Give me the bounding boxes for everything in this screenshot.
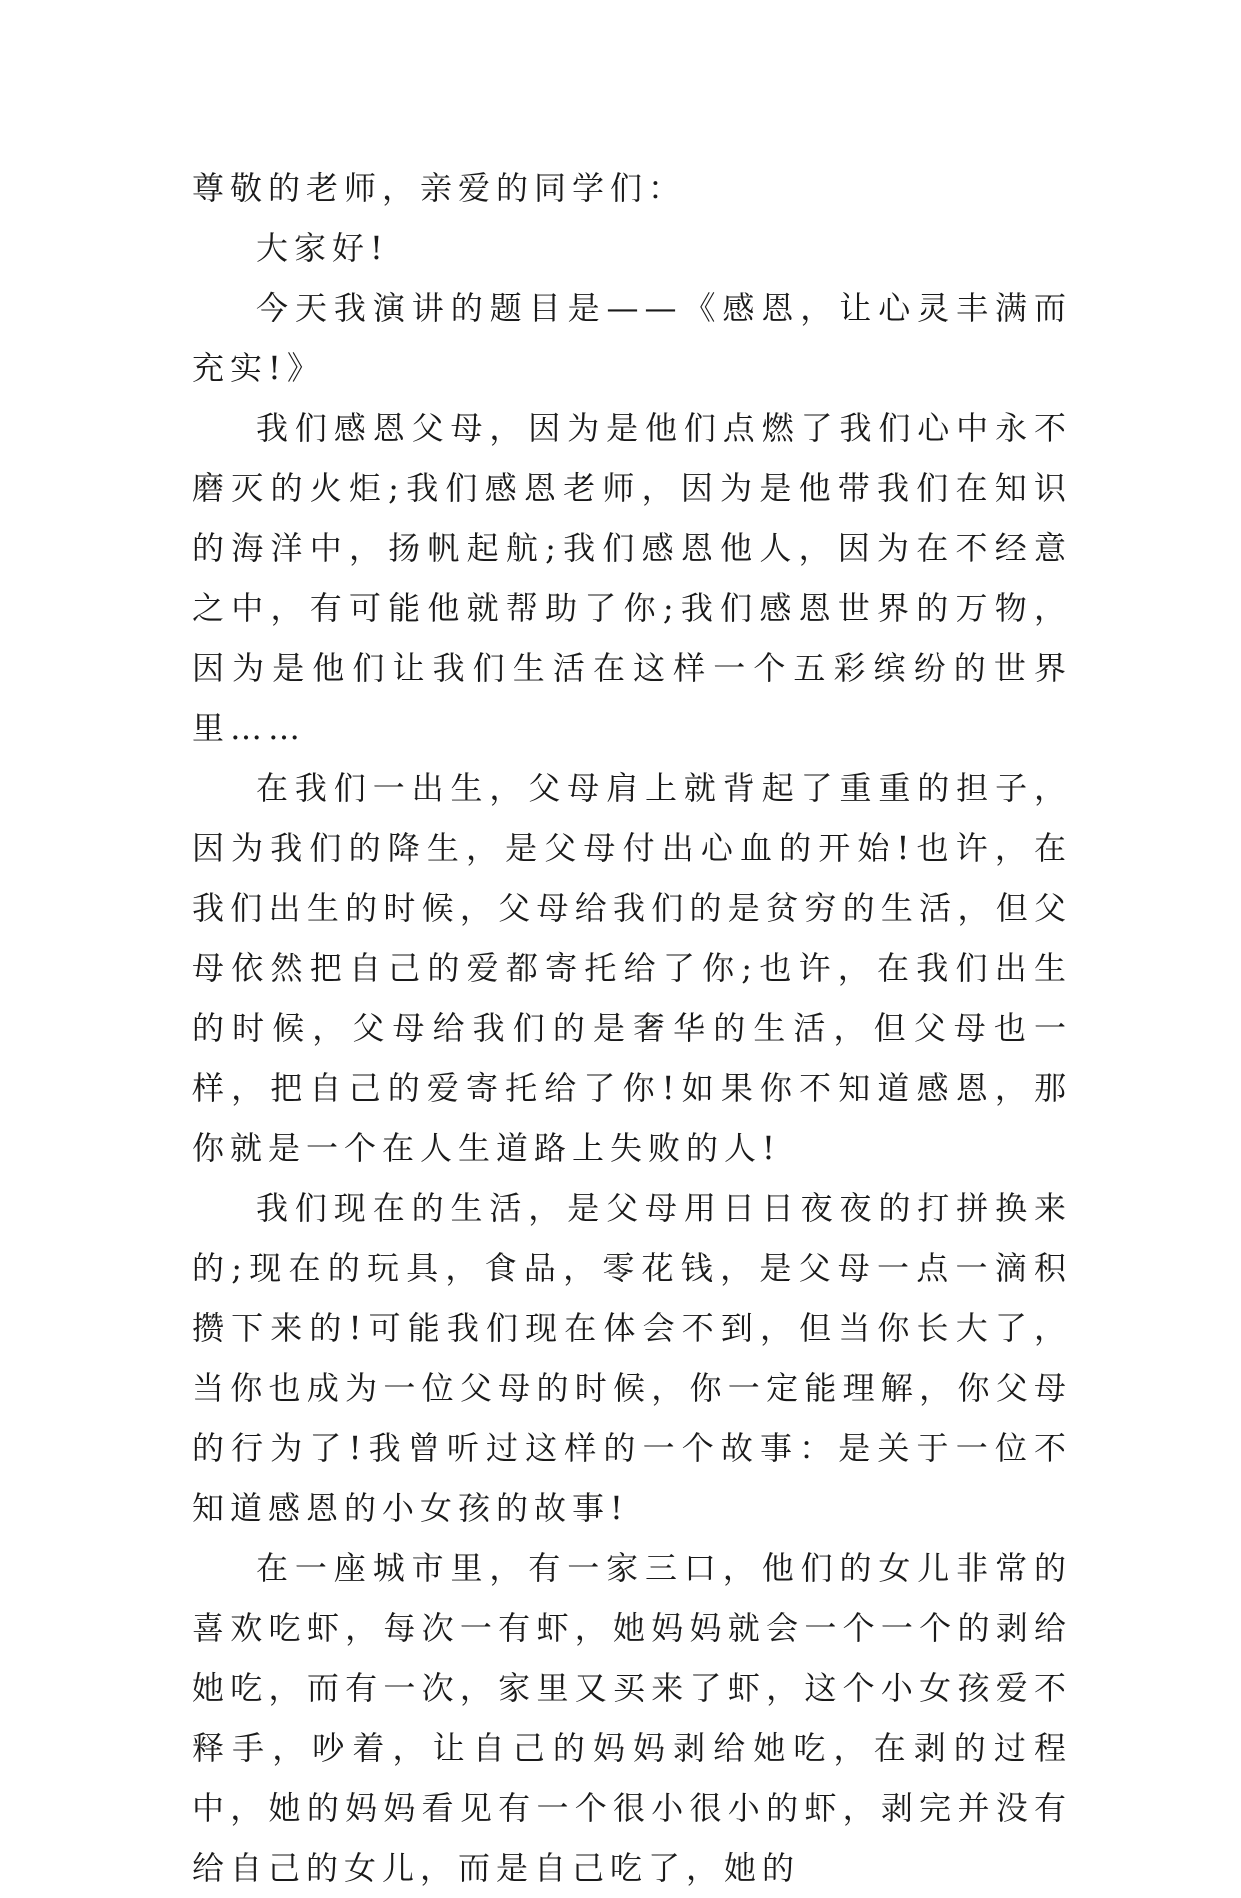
life-paragraph: 我们现在的生活，是父母用日日夜夜的打拼换来的;现在的玩具，食品，零花钱，是父母一点一滴积攒下来的!可能我们现在体会不到，但当你长大了，当你也成为一位父母的时候，你一定能理解，你父母的行为了!我曾听过这样的一个故事：是关于一位不知道感恩的小女孩的故事!	[192, 1189, 1072, 1527]
story-paragraph: 在一座城市里，有一家三口，他们的女儿非常的喜欢吃虾，每次一有虾，她妈妈就会一个一个的剥给她吃，而有一次，家里又买来了虾，这个小女孩爱不释手，吵着，让自己的妈妈剥给她吃，在剥的过程中，她的妈妈看见有一个很小很小的虾，剥完并没有给自己的女儿，而是自己吃了，她的	[192, 1549, 1072, 1887]
gratitude-paragraph: 我们感恩父母，因为是他们点燃了我们心中永不磨灭的火炬;我们感恩老师，因为是他带我们在知识的海洋中，扬帆起航;我们感恩他人，因为在不经意之中，有可能他就帮助了你;我们感恩世界的万物，因为是他们让我们生活在这样一个五彩缤纷的世界里……	[192, 409, 1072, 747]
speech-text	[192, 158, 1072, 1898]
parents-paragraph: 在我们一出生，父母肩上就背起了重重的担子，因为我们的降生，是父母付出心血的开始!也许，在我们出生的时候，父母给我们的是贫穷的生活，但父母依然把自己的爱都寄托给了你;也许，在我们出生的时候，父母给我们的是奢华的生活，但父母也一样，把自己的爱寄托给了你!如果你不知道感恩，那你就是一个在人生道路上失败的人!	[192, 769, 1072, 1167]
speech-title-paragraph: 今天我演讲的题目是——《感恩，让心灵丰满而充实!》	[192, 289, 1072, 387]
greeting-paragraph: 大家好!	[256, 229, 389, 267]
salutation: 尊敬的老师，亲爱的同学们：	[192, 169, 687, 207]
